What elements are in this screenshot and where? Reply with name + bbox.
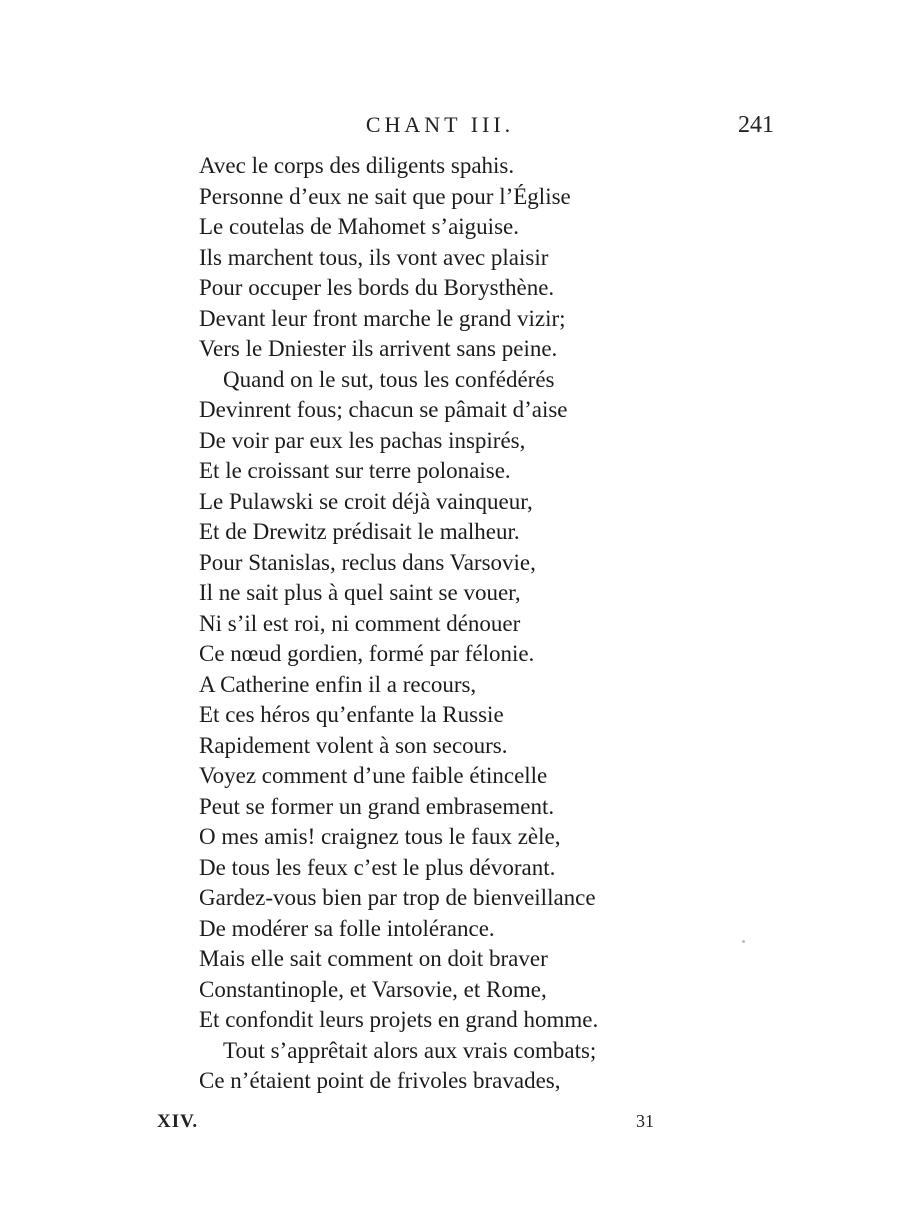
verse-block (199, 151, 719, 1097)
verse-line: Et ces héros qu’enfante la Russie (199, 702, 504, 727)
verse-line: Vers le Dniester ils arrivent sans peine. (199, 336, 558, 361)
verse-line: De modérer sa folle intolérance. (199, 915, 495, 941)
verse-line: Pour occuper les bords du Borysthène. (199, 275, 555, 300)
verse-line: Il ne sait plus à quel saint se vouer, (199, 580, 521, 605)
verse-line: Et de Drewitz prédisait le malheur. (199, 519, 520, 544)
verse-line: Pour Stanislas, reclus dans Varsovie, (199, 549, 536, 575)
verse-line: Ni s’il est roi, ni comment dénouer (199, 610, 521, 636)
running-title: CHANT III. (365, 112, 515, 137)
verse-line: Et confondit leurs projets en grand homme. (199, 1007, 599, 1032)
verse-line: Le Pulawski se croit déjà vainqueur, (199, 488, 533, 514)
verse-line: Quand on le sut, tous les confédérés (223, 366, 555, 392)
folio-number: 31 (636, 1111, 654, 1131)
verse-line: Rapidement volent à son secours. (199, 732, 508, 758)
verse-line: Mais elle sait comment on doit braver (199, 946, 548, 971)
verse-line: Gardez-vous bien par trop de bienveillance (199, 885, 596, 910)
verse-line: Et le croissant sur terre polonaise. (199, 458, 511, 483)
verse-line: Personne d’eux ne sait que pour l’Église (199, 183, 571, 209)
signature-mark: XIV. (157, 1111, 199, 1132)
verse-line: Ce nœud gordien, formé par félonie. (199, 641, 535, 666)
verse-line: Voyez comment d’une faible étincelle (199, 763, 548, 788)
paper-speck (742, 940, 745, 943)
verse-line: Avec le corps des diligents spahis. (199, 153, 515, 178)
verse-line: Ils marchent tous, ils vont avec plaisir (199, 244, 549, 270)
verse-line: De voir par eux les pachas inspirés, (199, 427, 526, 453)
verse-line: Devant leur front marche le grand vizir; (199, 305, 566, 331)
verse-line: Constantinople, et Varsovie, et Rome, (199, 976, 547, 1002)
verse-line: Ce n’étaient point de frivoles bravades, (199, 1068, 561, 1093)
verse-line: Tout s’apprêtait alors aux vrais combats; (223, 1037, 597, 1063)
page-number: 241 (738, 112, 774, 138)
verse-line: De tous les feux c’est le plus dévorant. (199, 854, 556, 880)
verse-line: Le coutelas de Mahomet s’aiguise. (199, 214, 519, 239)
verse-line: Peut se former un grand embrasement. (199, 793, 555, 819)
verse-line: A Catherine enfin il a recours, (199, 671, 477, 697)
verse-line: O mes amis! craignez tous le faux zèle, (199, 824, 561, 849)
verse-line: Devinrent fous; chacun se pâmait d’aise (199, 397, 568, 422)
